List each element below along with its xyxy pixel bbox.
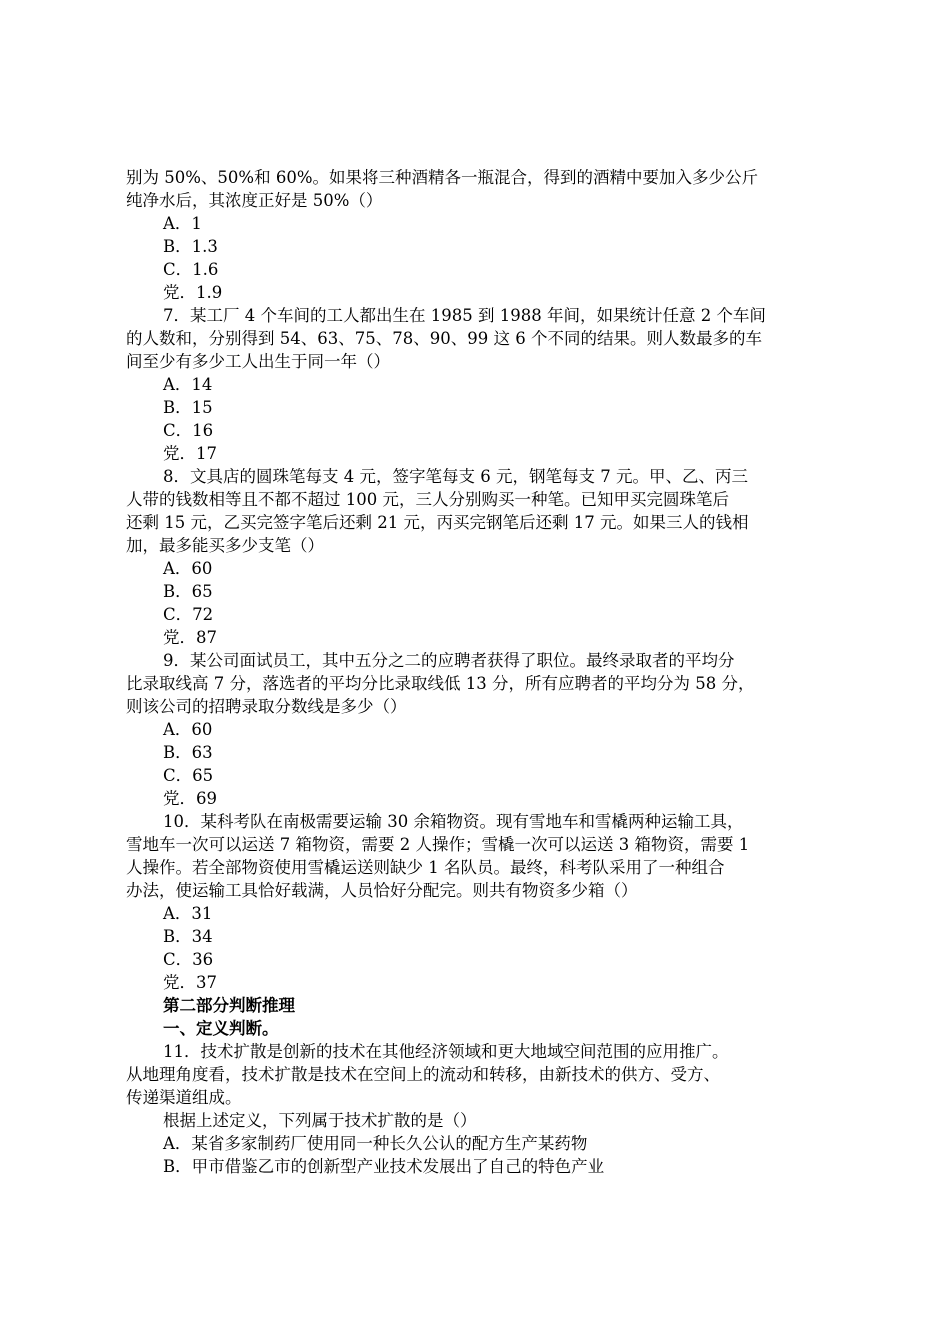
q10-option-a: A．31 xyxy=(163,904,213,923)
q10-stem-line: 办法，使运输工具恰好载满，人员恰好分配完。则共有物资多少箱（） xyxy=(126,881,638,900)
q7-stem-first: 7．某工厂 4 个车间的工人都出生在 1985 到 1988 年间，如果统计任意 2 个车间 xyxy=(163,306,766,325)
q10-stem-line: 人操作。若全部物资使用雪橇运送则缺少 1 名队员。最终，科考队采用了一种组合 xyxy=(126,858,725,877)
q9-option-b: B．63 xyxy=(163,743,213,762)
q8-option-a: A．60 xyxy=(163,559,213,578)
q6-option-b: B．1.3 xyxy=(163,237,218,256)
q8-option-d: 党．87 xyxy=(163,628,217,647)
q11-option-b: B．甲市借鉴乙市的创新型产业技术发展出了自己的特色产业 xyxy=(163,1157,605,1176)
q9-stem-line: 比录取线高 7 分，落选者的平均分比录取线低 13 分，所有应聘者的平均分为 58 分， xyxy=(126,674,755,693)
section-part-title: 第二部分判断推理 xyxy=(163,996,295,1015)
q9-stem-line: 则该公司的招聘录取分数线是多少（） xyxy=(126,697,407,716)
q10-option-b: B．34 xyxy=(163,927,213,946)
q11-question: 根据上述定义，下列属于技术扩散的是（） xyxy=(163,1111,477,1130)
q7-option-c: C．16 xyxy=(163,421,214,440)
q11-option-a: A．某省多家制药厂使用同一种长久公认的配方生产某药物 xyxy=(163,1134,588,1153)
q11-stem-line: 传递渠道组成。 xyxy=(126,1088,242,1107)
q10-stem-line: 雪地车一次可以运送 7 箱物资，需要 2 人操作；雪橇一次可以运送 3 箱物资，需要 1 xyxy=(126,835,750,854)
q9-option-c: C．65 xyxy=(163,766,214,785)
q6-option-a: A．1 xyxy=(163,214,202,233)
q8-stem-line: 还剩 15 元，乙买完签字笔后还剩 21 元，丙买完钢笔后还剩 17 元。如果三人的钱相 xyxy=(126,513,749,532)
q9-stem-first: 9．某公司面试员工，其中五分之二的应聘者获得了职位。最终录取者的平均分 xyxy=(163,651,735,670)
q8-stem-line: 加，最多能买多少支笔（） xyxy=(126,536,324,555)
q7-stem-line: 间至少有多少工人出生于同一年（） xyxy=(126,352,390,371)
section-sub-title: 一、定义判断。 xyxy=(163,1019,279,1038)
q7-stem-line: 的人数和，分别得到 54、63、75、78、90、99 这 6 个不同的结果。则人数最多的车 xyxy=(126,329,762,348)
q6-stem-line: 纯净水后，其浓度正好是 50%（） xyxy=(126,191,383,210)
q6-stem-line: 别为 50%、50%和 60%。如果将三种酒精各一瓶混合，得到的酒精中要加入多少公斤 xyxy=(126,168,759,187)
q7-option-d: 党．17 xyxy=(163,444,217,463)
document-page xyxy=(126,166,836,1178)
q11-stem-first: 11．技术扩散是创新的技术在其他经济领域和更大地域空间范围的应用推广。 xyxy=(163,1042,729,1061)
q8-stem-first: 8．文具店的圆珠笔每支 4 元，签字笔每支 6 元，钢笔每支 7 元。甲、乙、丙三 xyxy=(163,467,748,486)
q8-stem-line: 人带的钱数相等且不都不超过 100 元，三人分别购买一种笔。已知甲买完圆珠笔后 xyxy=(126,490,729,509)
q7-option-b: B．15 xyxy=(163,398,213,417)
q6-option-c: C．1.6 xyxy=(163,260,219,279)
q9-option-a: A．60 xyxy=(163,720,213,739)
q11-stem-line: 从地理角度看，技术扩散是技术在空间上的流动和转移，由新技术的供方、受方、 xyxy=(126,1065,720,1084)
q6-option-d: 党．1.9 xyxy=(163,283,223,302)
q10-option-d: 党．37 xyxy=(163,973,217,992)
q9-option-d: 党．69 xyxy=(163,789,217,808)
q10-stem-first: 10．某科考队在南极需要运输 30 余箱物资。现有雪地车和雪橇两种运输工具， xyxy=(163,812,744,831)
q8-option-b: B．65 xyxy=(163,582,213,601)
q10-option-c: C．36 xyxy=(163,950,214,969)
q8-option-c: C．72 xyxy=(163,605,214,624)
q7-option-a: A．14 xyxy=(163,375,213,394)
